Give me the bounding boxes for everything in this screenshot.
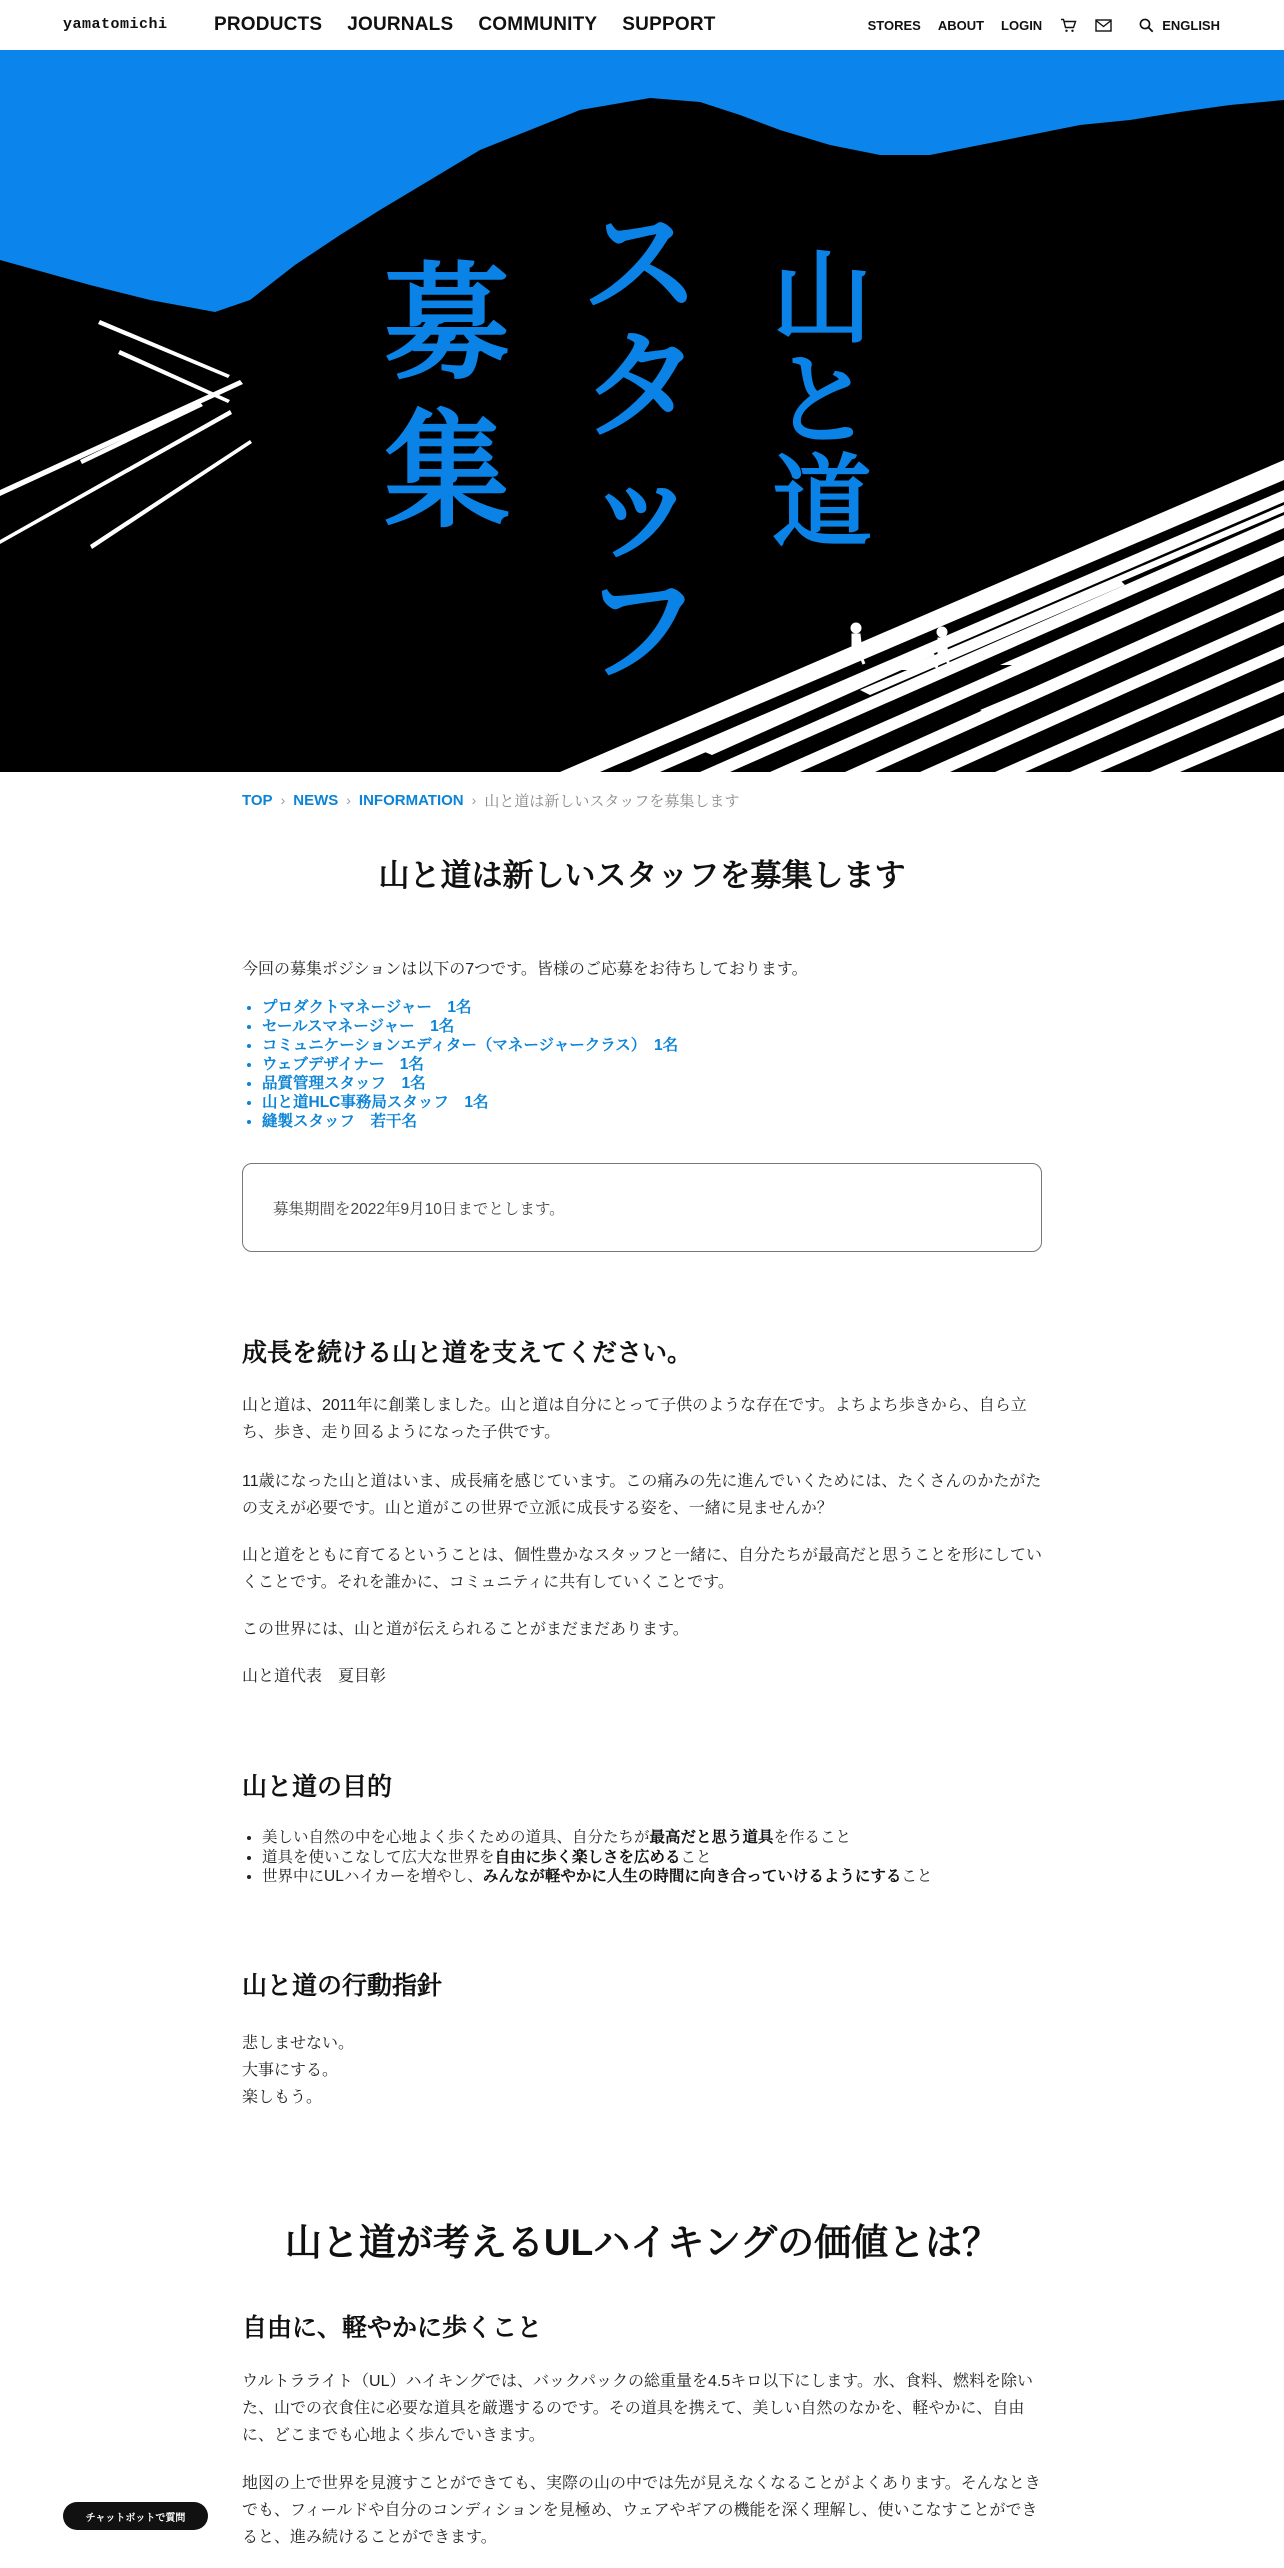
position-link[interactable]: • ウェブデザイナー 1名: [262, 1055, 678, 1074]
position-list: [262, 998, 678, 1131]
deadline-notice: [242, 1163, 1042, 1252]
signature-text: 山と道代表 夏目彰: [242, 1668, 387, 1685]
breadcrumb-top[interactable]: TOP: [242, 791, 273, 809]
language-switch[interactable]: ENGLISH: [1162, 17, 1220, 33]
position-link[interactable]: • 山と道HLC事務局スタッフ 1名: [262, 1093, 678, 1112]
principle-line: 楽しもう。: [242, 2089, 323, 2106]
main-nav: [214, 14, 716, 36]
login-link[interactable]: LOGIN: [1001, 17, 1043, 33]
site-header: [0, 0, 1284, 50]
nav-journals[interactable]: JOURNALS: [347, 14, 454, 35]
position-link[interactable]: • セールスマネージャー 1名: [262, 1017, 678, 1036]
paragraph: 山と道をともに育てるということは、個性豊かなスタッフと一緒に、自分たちが最高だと思うことを形にしていくことです。それを誰かに、コミュニティに共有していくことです。: [242, 1547, 1043, 1591]
list-item: • 道具を使いこなして広大な世界を自由に歩く楽しさを広めること: [262, 1848, 932, 1868]
section-heading-growth: 成長を続ける山と道を支えてください。: [242, 1339, 693, 1367]
paragraph: 11歳になった山と道はいま、成長痛を感じています。この痛みの先に進んでいくためには、たくさんのかたがたの支えが必要です。山と道がこの世界で立派に成長する姿を、一緒に見ませんか？: [242, 1473, 1042, 1517]
chevron-right-icon: ›: [471, 792, 477, 808]
page-title: 山と道は新しいスタッフを募集します: [378, 858, 906, 893]
paragraph: ウルトラライト（UL）ハイキングでは、バックパックの総重量を4.5キロ以下にします。水、食料、燃料を除いた、山での衣食住に必要な道具を厳選するのです。その道具を携えて、美しい自然のなかを、軽やかに、自由に、どこまでも心地よく歩んでいきます。: [242, 2373, 1034, 2444]
section-title-ul-value: 山と道が考えるULハイキングの価値とは？: [284, 2222, 1000, 2263]
hero-banner: [0, 50, 1284, 772]
breadcrumb-current: 山と道は新しいスタッフを募集します: [484, 792, 740, 810]
search-icon[interactable]: [1137, 17, 1155, 33]
list-item: • 美しい自然の中を心地よく歩くための道具、自分たちが最高だと思う道具を作ること: [262, 1828, 932, 1848]
hero-text-recruit: 募 集: [384, 249, 510, 545]
position-link[interactable]: • プロダクトマネージャー 1名: [262, 998, 678, 1017]
chatbot-button[interactable]: チャットボットで質問: [63, 2502, 208, 2530]
deadline-text: 募集期間を2022年9月10日までとします。: [273, 1200, 565, 1218]
position-link[interactable]: • コミュニケーションエディター（マネージャークラス） 1名: [262, 1036, 678, 1055]
stores-link[interactable]: STORES: [867, 17, 921, 33]
mail-icon[interactable]: [1094, 17, 1112, 33]
nav-community[interactable]: COMMUNITY: [478, 14, 598, 35]
paragraph: 地図の上で世界を見渡すことができても、実際の山の中では先が見えなくなることがよくあります。そんなときでも、フィールドや自分のコンディションを見極め、ウェアやギアの機能を深く理解し、使いこなすことができると、進み続けることができます。: [242, 2475, 1041, 2546]
intro-text: 今回の募集ポジションは以下の7つです。皆様のご応募をお待ちしております。: [242, 961, 808, 978]
chevron-right-icon: ›: [346, 792, 351, 808]
paragraph: この世界には、山と道が伝えられることがまだまだあります。: [242, 1621, 689, 1638]
utility-nav: [868, 17, 1220, 33]
principle-line: 大事にする。: [242, 2062, 339, 2079]
position-link[interactable]: • 品質管理スタッフ 1名: [262, 1074, 678, 1093]
article-content: [242, 790, 1043, 2546]
about-link[interactable]: ABOUT: [937, 17, 985, 33]
purpose-list: [262, 1828, 932, 1887]
nav-support[interactable]: SUPPORT: [622, 14, 716, 35]
hero-text-yamatomichi: 山 と 道: [772, 239, 872, 561]
breadcrumb-news[interactable]: NEWS: [293, 791, 339, 809]
position-link[interactable]: • 縫製スタッフ 若干名: [262, 1112, 678, 1131]
chevron-right-icon: ›: [280, 792, 286, 808]
section-heading-freedom: 自由に、軽やかに歩くこと: [242, 2314, 543, 2342]
section-heading-principles: 山と道の行動指針: [242, 1972, 443, 2000]
nav-products[interactable]: PRODUCTS: [214, 14, 323, 35]
section-heading-purpose: 山と道の目的: [242, 1773, 393, 1801]
hero-text-staff: ス タ ッ フ: [582, 194, 701, 699]
paragraph: 山と道は、2011年に創業しました。山と道は自分にとって子供のような存在です。よちよち歩きから、自ら立ち、歩き、走り回るようになった子供です。: [242, 1397, 1027, 1441]
principle-line: 悲しませない。: [242, 2035, 355, 2052]
site-logo[interactable]: yamatomichi: [63, 16, 168, 33]
list-item: • 世界中にULハイカーを増やし、みんなが軽やかに人生の時間に向き合っていけるようにすること: [262, 1867, 932, 1887]
breadcrumb-information[interactable]: INFORMATION: [358, 791, 464, 809]
breadcrumb: [242, 790, 1042, 810]
cart-icon[interactable]: [1059, 17, 1077, 33]
